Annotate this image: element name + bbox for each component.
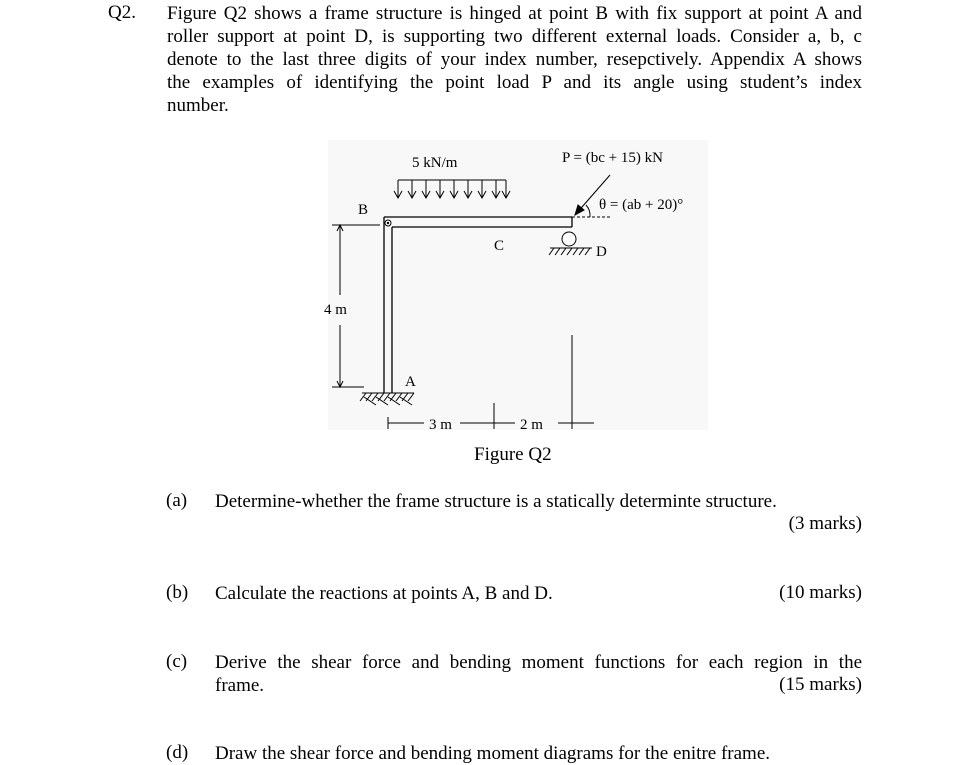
figure-caption: Figure Q2 [474, 444, 552, 465]
point-d-label: D [596, 244, 607, 260]
height-label: 4 m [324, 302, 347, 318]
part-a-text: Determine-whether the frame structure is a statically determinte structure. [215, 491, 777, 512]
part-c-text [215, 651, 862, 697]
point-c-label: C [494, 238, 505, 254]
hinge-b-pin [387, 222, 389, 224]
part-a-marks: (3 marks) [788, 513, 862, 534]
part-c-text-line2: frame. [215, 675, 265, 696]
part-d-text: Draw the shear force and bending moment diagrams for the enitre frame. [215, 743, 770, 764]
part-b-marks: (10 marks) [779, 582, 862, 603]
part-b-label: (b) [166, 582, 189, 603]
point-load-label: P = (bc + 15) kN [562, 150, 663, 166]
part-c-text-line1: Derive the shear force and bending moment functions for each region in the [215, 652, 862, 673]
roller-d [562, 232, 576, 246]
question-line-1: Figure Q2 shows a frame structure is hinged at point B with fix support at point A and [167, 3, 862, 24]
figure-background [328, 140, 708, 430]
question-number: Q2. [108, 2, 136, 23]
question-line-2: roller support at point D, is supporting two different external loads. Consider a, b, c [167, 26, 862, 47]
span-3m-label: 3 m [429, 417, 452, 433]
part-b-text: Calculate the reactions at points A, B and D. [215, 583, 553, 604]
part-c-marks: (15 marks) [779, 674, 862, 695]
question-line-5: number. [167, 95, 229, 116]
point-b-label: B [358, 202, 369, 218]
question-line-4: the examples of identifying the point load P and its angle using student’s index [167, 72, 862, 93]
part-c-label: (c) [166, 651, 188, 672]
angle-label: θ = (ab + 20)° [599, 197, 684, 213]
udl-label: 5 kN/m [412, 155, 458, 171]
span-2m-label: 2 m [520, 417, 543, 433]
point-a-label: A [405, 374, 416, 390]
question-text [167, 2, 862, 117]
question-line-3: denote to the last three digits of your index number, resepctively. Appendix A shows [167, 49, 862, 70]
frame-figure [310, 135, 710, 435]
part-d-label: (d) [166, 742, 189, 763]
part-a-label: (a) [166, 490, 188, 511]
